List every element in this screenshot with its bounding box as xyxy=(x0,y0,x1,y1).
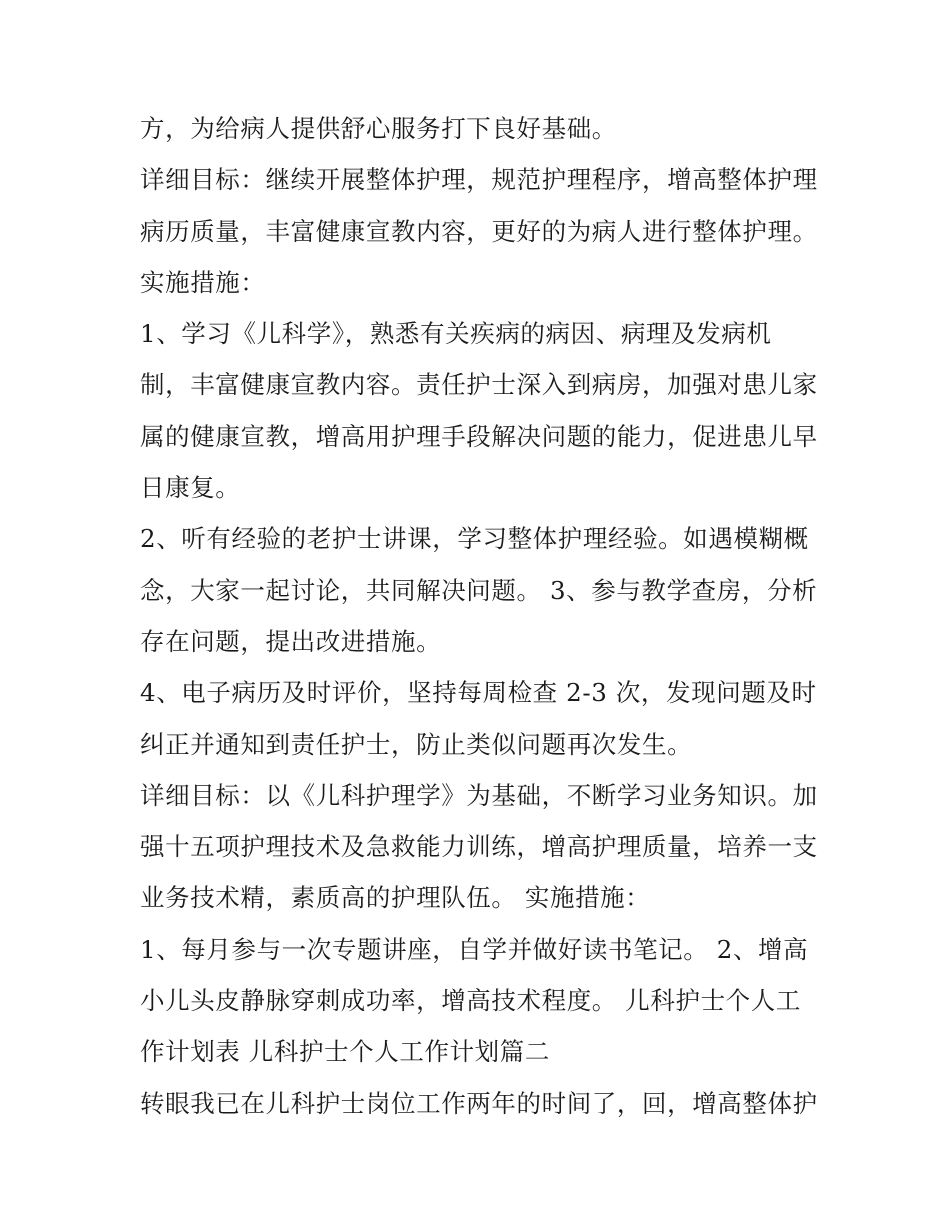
text-line: 4、电子病历及时评价，坚持每周检查 2-3 次，发现问题及时 xyxy=(140,678,817,708)
text-line: 念，大家一起讨论，共同解决问题。 3、参与教学查房，分析 xyxy=(140,575,818,605)
text-line: 实施措施： xyxy=(140,267,266,297)
text-line: 作计划表 儿科护士个人工作计划篇二 xyxy=(140,1037,550,1067)
text-line: 小儿头皮静脉穿刺成功率，增高技术程度。 儿科护士个人工 xyxy=(140,986,801,1016)
text-line: 制，丰富健康宣教内容。责任护士深入到病房，加强对患儿家 xyxy=(140,370,818,400)
text-line: 2、听有经验的老护士讲课，学习整体护理经验。如遇模糊概 xyxy=(140,524,809,554)
text-line: 方，为给病人提供舒心服务打下良好基础。 xyxy=(140,114,617,143)
text-line: 强十五项护理技术及急救能力训练，增高护理质量，培养一支 xyxy=(140,832,818,862)
text-line: 日康复。 xyxy=(140,473,241,503)
text-line: 1、每月参与一次专题讲座，自学并做好读书笔记。 2、增高 xyxy=(140,934,809,964)
text-line: 属的健康宣教，增高用护理手段解决问题的能力，促进患儿早 xyxy=(140,421,818,451)
text-line: 转眼我已在儿科护士岗位工作两年的时间了，回，增高整体护 xyxy=(140,1088,818,1118)
text-line: 存在问题，提出改进措施。 xyxy=(140,626,442,656)
text-line: 1、学习《儿科学》，熟悉有关疾病的病因、病理及发病机 xyxy=(140,319,772,349)
text-line: 详细目标：继续开展整体护理，规范护理程序，增高整体护理 xyxy=(140,165,818,195)
text-line: 纠正并通知到责任护士，防止类似问题再次发生。 xyxy=(140,729,693,759)
text-line: 病历质量，丰富健康宣教内容，更好的为病人进行整体护理。 xyxy=(140,216,818,246)
document-body xyxy=(140,103,820,1129)
text-line: 业务技术精，素质高的护理队伍。 实施措施： xyxy=(140,883,651,913)
text-line: 详细目标：以《儿科护理学》为基础，不断学习业务知识。加 xyxy=(140,780,818,810)
